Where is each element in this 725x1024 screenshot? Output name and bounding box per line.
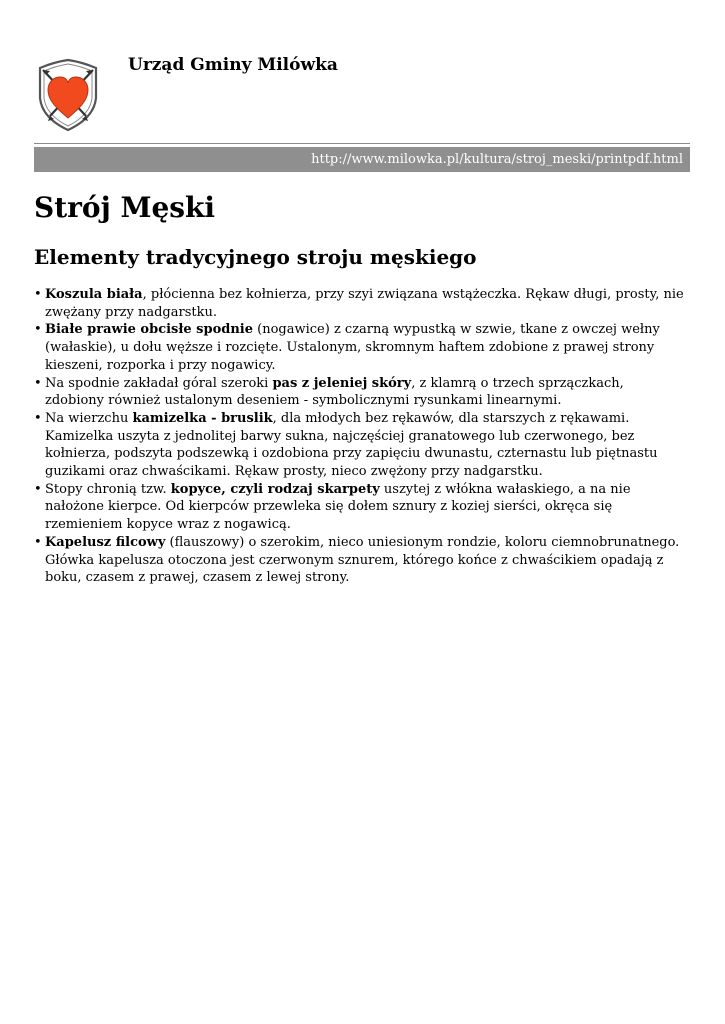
item-text-pre: Na wierzchu — [45, 410, 133, 426]
list-item — [34, 481, 686, 534]
item-text-post: uszytej z włókna wałaskiego, a na nie nałożone kierpce. Od kierpców przewleka się dołem sznury z koziej sierści, okręca się rzemieniem kopyce wraz z nogawicą. — [45, 481, 631, 533]
page-url[interactable]: http://www.milowka.pl/kultura/stroj_meski/printpdf.html — [311, 152, 683, 167]
item-term: pas z jeleniej skóry — [272, 375, 412, 391]
list-item — [34, 375, 686, 410]
list-item — [34, 410, 686, 481]
item-term: kopyce, czyli rodzaj skarpety — [170, 481, 380, 497]
item-text-post: , płócienna bez kołnierza, przy szyi związana wstążeczka. Rękaw długi, prosty, nie zwężany przy nadgarstku. — [45, 287, 684, 320]
bullet-icon: • — [34, 322, 42, 338]
page-title: Strój Męski — [34, 191, 216, 224]
costume-elements-list — [34, 286, 686, 587]
item-term: kamizelka - bruslik — [132, 410, 273, 426]
section-title: Elementy tradycyjnego stroju męskiego — [34, 245, 477, 269]
url-bar — [34, 147, 690, 172]
header-divider — [34, 143, 690, 144]
list-item — [34, 534, 686, 587]
item-text-post: , z klamrą o trzech sprzączkach, zdobiony również ustalonym deseniem - symbolicznymi rysunkami linearnymi. — [45, 375, 624, 409]
item-text-post: , dla młodych bez rękawów, dla starszych z rękawami. Kamizelka uszyta z jednolitej barwy sukna, najczęściej granatowego lub czerwonego, bez kołnierza, podszyta podszewką i ozdobiona przy zapięciu dwunastu, czternastu lub piętnastu guzikami oraz chwaścikami. Rękaw prosty, nieco zwężony przy nadgarstku. — [45, 410, 658, 480]
item-text-pre: Stopy chronią tzw. — [45, 481, 171, 497]
bullet-icon: • — [34, 534, 42, 550]
list-item — [34, 321, 686, 374]
site-name: Urząd Gminy Milówka — [128, 55, 338, 75]
bullet-icon: • — [34, 410, 42, 426]
item-text-post: (nogawice) z czarną wypustką w szwie, tkane z owczej wełny (wałaskie), u dołu węższe i rozcięte. Ustalonym, skromnym haftem zdobione z prawej strony kieszeni, rozporka i przy nogawicy. — [45, 322, 660, 373]
bullet-icon: • — [34, 481, 42, 497]
list-item — [34, 286, 686, 321]
bullet-icon: • — [34, 375, 42, 391]
bullet-icon: • — [34, 287, 42, 302]
item-text-pre: Na spodnie zakładał góral szeroki — [45, 375, 273, 391]
item-term: Białe prawie obcisłe spodnie — [45, 322, 253, 338]
item-term: Koszula biała — [45, 287, 143, 302]
heart-crest-icon — [34, 58, 102, 132]
item-text-post: (flauszowy) o szerokim, nieco uniesionym rondzie, koloru ciemnobrunatnego. Główka kapelusza otoczona jest czerwonym sznurem, którego końce z chwaścikiem opadają z boku, czasem z prawej, czasem z lewej strony. — [45, 534, 680, 586]
item-term: Kapelusz filcowy — [45, 534, 166, 550]
page-header — [0, 0, 725, 145]
